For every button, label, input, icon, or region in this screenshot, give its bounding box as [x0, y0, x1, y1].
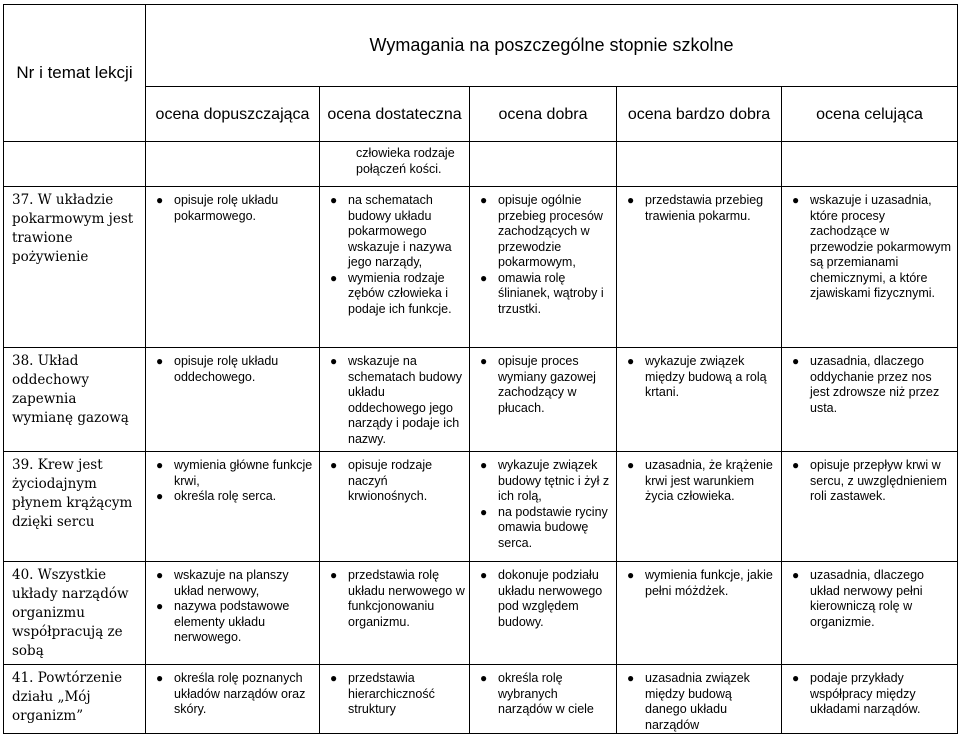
- requirement-text: przedstawia rolę układu nerwowego w funkcjonowaniu organizmu.: [348, 568, 465, 629]
- continuation-line: połączeń kości.: [356, 161, 442, 176]
- requirement-text: wymienia główne funkcje krwi,: [174, 458, 313, 488]
- requirement-item: [146, 193, 319, 224]
- requirement-list: [782, 193, 957, 302]
- bullet-icon: ●: [156, 568, 164, 582]
- bullet-icon: ●: [627, 193, 635, 207]
- requirement-cell: [782, 187, 958, 348]
- lesson-title: 39. Krew jest życiodajnym płynem krążącym dzięki sercu: [4, 452, 146, 562]
- bullet-icon: ●: [480, 354, 488, 368]
- lesson-title: 38. Układ oddechowy zapewnia wymianę gazową: [4, 348, 146, 452]
- requirement-item: [617, 458, 781, 505]
- bullet-icon: ●: [627, 354, 635, 368]
- bullet-icon: ●: [480, 504, 488, 519]
- requirement-item: [470, 193, 616, 271]
- continuation-cell: [320, 142, 470, 187]
- requirement-item: [470, 354, 616, 416]
- requirement-text: uzasadnia, że krążenie krwi jest warunkiem życia człowieka.: [645, 458, 773, 503]
- lesson-title: 40. Wszystkie układy narządów organizmu współpracują ze sobą: [4, 562, 146, 665]
- requirement-item: [782, 193, 957, 302]
- requirement-list: [470, 193, 616, 317]
- requirement-item: [617, 193, 781, 224]
- requirement-list: [470, 354, 616, 416]
- bullet-icon: ●: [792, 193, 800, 207]
- requirement-text: opisuje proces wymiany gazowej zachodzący w płucach.: [498, 354, 596, 415]
- bullet-icon: ●: [627, 671, 635, 685]
- grade-header-dostateczna: ocena dostateczna: [320, 87, 470, 142]
- requirement-cell: [146, 665, 320, 734]
- requirement-text: wskazuje i uzasadnia, które procesy zachodzące w przewodzie pokarmowym są przemianami chemicznymi, a które zjawiskami fizycznymi.: [810, 193, 952, 300]
- requirement-text: na schematach budowy układu pokarmowego wskazuje i nazywa jego narządy,: [348, 193, 452, 269]
- requirement-list: [470, 458, 616, 551]
- requirement-list: [146, 458, 319, 505]
- requirement-cell: [146, 348, 320, 452]
- requirement-cell: [146, 187, 320, 348]
- requirement-list: [146, 354, 319, 385]
- bullet-icon: ●: [627, 458, 635, 472]
- bullet-icon: ●: [156, 671, 164, 685]
- bullet-icon: ●: [330, 193, 338, 207]
- requirement-list: [146, 671, 319, 718]
- requirement-item: [782, 671, 957, 718]
- requirement-text: opisuje rodzaje naczyń krwionośnych.: [348, 458, 433, 503]
- requirement-text: uzasadnia związek między budową danego układu narządów: [645, 671, 750, 732]
- requirement-text: podaje przykłady współpracy między układami narządów.: [810, 671, 921, 716]
- bullet-icon: ●: [792, 671, 800, 685]
- requirement-item: [320, 271, 469, 318]
- lesson-row: [4, 452, 958, 562]
- requirement-item: [146, 489, 319, 505]
- requirement-cell: [470, 452, 617, 562]
- bullet-icon: ●: [156, 458, 164, 472]
- bullet-icon: ●: [330, 568, 338, 582]
- requirement-cell: [782, 348, 958, 452]
- requirement-item: [146, 568, 319, 599]
- requirement-cell: [617, 452, 782, 562]
- requirement-list: [470, 568, 616, 630]
- requirement-text: uzasadnia, dlaczego oddychanie przez nos jest zdrowsze niż przez usta.: [810, 354, 940, 415]
- requirement-text: opisuje ogólnie przebieg procesów zachodzących w przewodzie pokarmowym,: [498, 193, 603, 269]
- requirement-cell: [617, 562, 782, 665]
- grade-header-dopuszczajaca: ocena dopuszczająca: [146, 87, 320, 142]
- lesson-title: 37. W układzie pokarmowym jest trawione pożywienie: [4, 187, 146, 348]
- requirement-text: opisuje rolę układu oddechowego.: [174, 354, 279, 384]
- requirement-text: określa rolę serca.: [174, 489, 277, 503]
- requirement-text: wykazuje związek budowy tętnic i żył z ich rolą,: [498, 458, 610, 503]
- bullet-icon: ●: [480, 671, 488, 685]
- bullet-icon: ●: [480, 270, 488, 285]
- requirement-text: wskazuje na planszy układ nerwowy,: [174, 568, 289, 598]
- requirement-text: wskazuje na schematach budowy układu oddechowego jego narządy i podaje ich nazwy.: [348, 354, 462, 446]
- requirement-cell: [320, 562, 470, 665]
- requirement-cell: [320, 348, 470, 452]
- requirement-cell: [782, 665, 958, 734]
- lesson-row: [4, 562, 958, 665]
- lesson-title: 41. Powtórzenie działu „Mój organizm”: [4, 665, 146, 734]
- requirement-list: [146, 193, 319, 224]
- bullet-icon: ●: [330, 458, 338, 472]
- bullet-icon: ●: [330, 354, 338, 368]
- requirement-item: [470, 568, 616, 630]
- requirement-list: [320, 193, 469, 317]
- requirement-cell: [782, 562, 958, 665]
- requirement-list: [782, 568, 957, 630]
- requirement-item: [146, 599, 319, 646]
- requirement-text: wykazuje związek między budową a rolą krtani.: [645, 354, 767, 399]
- requirement-list: [470, 671, 616, 718]
- requirement-cell: [470, 348, 617, 452]
- bullet-icon: ●: [156, 489, 164, 503]
- bullet-icon: ●: [480, 458, 488, 472]
- bullet-icon: ●: [480, 193, 488, 207]
- requirement-text: uzasadnia, dlaczego układ nerwowy pełni kierowniczą rolę w organizmie.: [810, 568, 924, 629]
- requirement-cell: [146, 452, 320, 562]
- requirement-item: [782, 458, 957, 505]
- requirement-item: [782, 354, 957, 416]
- requirement-item: [470, 505, 616, 552]
- continuation-row: [4, 142, 958, 187]
- requirements-table: [3, 4, 958, 734]
- requirement-text: nazywa podstawowe elementy układu nerwowego.: [174, 599, 290, 644]
- requirement-text: omawia rolę ślinianek, wątroby i trzustki.: [498, 270, 604, 316]
- requirement-item: [146, 458, 319, 489]
- requirement-list: [320, 458, 469, 505]
- requirement-list: [320, 568, 469, 630]
- requirement-item: [617, 568, 781, 599]
- grade-header-celujaca: ocena celująca: [782, 87, 958, 142]
- requirement-cell: [470, 187, 617, 348]
- requirement-list: [617, 458, 781, 505]
- bullet-icon: ●: [330, 270, 338, 285]
- continuation-line: człowieka rodzaje: [356, 146, 455, 160]
- requirement-cell: [617, 665, 782, 734]
- requirement-cell: [782, 452, 958, 562]
- requirement-list: [782, 354, 957, 416]
- requirement-cell: [470, 562, 617, 665]
- bullet-icon: ●: [156, 599, 164, 613]
- lesson-column-header: Nr i temat lekcji: [4, 5, 146, 142]
- requirement-cell: [320, 187, 470, 348]
- bullet-icon: ●: [156, 354, 164, 368]
- requirement-list: [782, 671, 957, 718]
- requirement-item: [146, 671, 319, 718]
- requirement-item: [617, 354, 781, 401]
- lesson-rows: [4, 187, 958, 734]
- requirement-text: określa rolę poznanych układów narządów oraz skóry.: [174, 671, 306, 716]
- requirement-list: [617, 568, 781, 599]
- lesson-row: [4, 665, 958, 734]
- requirements-title: Wymagania na poszczególne stopnie szkolne: [146, 5, 958, 87]
- requirement-text: opisuje rolę układu pokarmowego.: [174, 193, 279, 223]
- requirement-cell: [320, 665, 470, 734]
- requirement-list: [617, 193, 781, 224]
- requirement-item: [320, 568, 469, 630]
- requirement-cell: [320, 452, 470, 562]
- requirement-item: [470, 271, 616, 318]
- bullet-icon: ●: [330, 671, 338, 685]
- requirement-text: wymienia funkcje, jakie pełni móżdżek.: [645, 568, 773, 598]
- requirement-item: [470, 458, 616, 505]
- requirement-item: [320, 671, 469, 718]
- bullet-icon: ●: [792, 458, 800, 472]
- bullet-icon: ●: [480, 568, 488, 582]
- requirement-text: na podstawie ryciny omawia budowę serca.: [498, 504, 608, 550]
- requirement-text: przedstawia przebieg trawienia pokarmu.: [645, 193, 764, 223]
- requirement-text: określa rolę wybranych narządów w ciele: [498, 671, 594, 716]
- requirement-list: [320, 354, 469, 447]
- requirement-item: [470, 671, 616, 718]
- requirement-text: przedstawia hierarchiczność struktury: [348, 671, 435, 716]
- bullet-icon: ●: [156, 193, 164, 207]
- requirement-text: wymienia rodzaje zębów człowieka i podaje ich funkcje.: [348, 270, 452, 316]
- requirement-item: [146, 354, 319, 385]
- bullet-icon: ●: [792, 568, 800, 582]
- grade-header-dobra: ocena dobra: [470, 87, 617, 142]
- requirement-list: [617, 671, 781, 733]
- requirement-list: [782, 458, 957, 505]
- requirement-list: [617, 354, 781, 401]
- requirement-item: [617, 671, 781, 733]
- requirement-cell: [617, 348, 782, 452]
- requirement-item: [320, 193, 469, 271]
- lesson-row: [4, 348, 958, 452]
- requirement-text: opisuje przepływ krwi w sercu, z uwzględnieniem roli zastawek.: [810, 458, 947, 503]
- requirement-item: [320, 458, 469, 505]
- grade-header-bardzo-dobra: ocena bardzo dobra: [617, 87, 782, 142]
- requirement-text: dokonuje podziału układu nerwowego pod względem budowy.: [498, 568, 603, 629]
- requirement-cell: [617, 187, 782, 348]
- requirement-item: [320, 354, 469, 447]
- requirement-list: [320, 671, 469, 718]
- requirement-cell: [470, 665, 617, 734]
- requirement-item: [782, 568, 957, 630]
- lesson-row: [4, 187, 958, 348]
- requirement-cell: [146, 562, 320, 665]
- requirement-list: [146, 568, 319, 646]
- bullet-icon: ●: [627, 568, 635, 582]
- bullet-icon: ●: [792, 354, 800, 368]
